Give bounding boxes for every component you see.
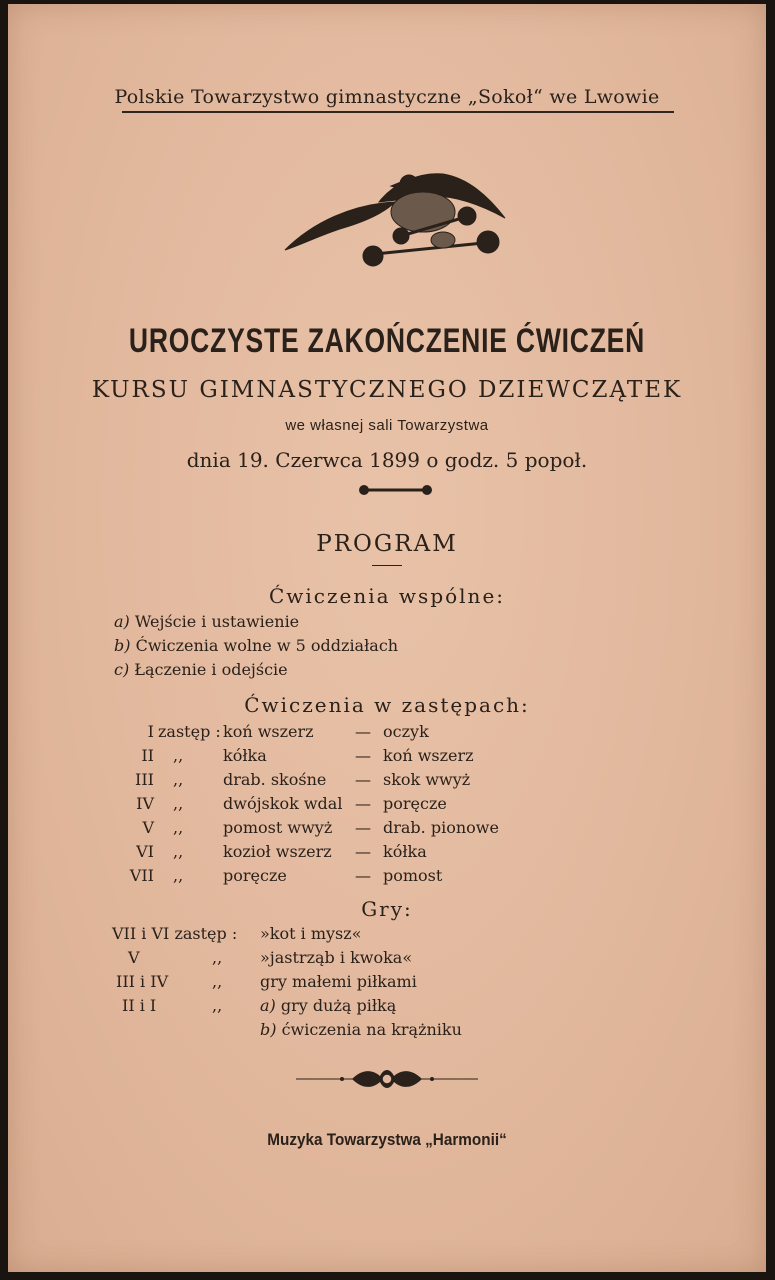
list-item: a) Wejście i ustawienie xyxy=(114,612,300,631)
squad-label: ,, xyxy=(173,746,184,765)
game-name: b) ćwiczenia na krążniku xyxy=(260,1020,462,1039)
course-subtitle: KURSU GIMNASTYCZNEGO DZIEWCZĄTEK xyxy=(91,377,683,403)
squad-label: ,, xyxy=(173,770,184,789)
list-item: b) Ćwiczenia wolne w 5 oddziałach xyxy=(114,636,399,655)
exercise-first: pomost wwyż xyxy=(223,818,333,837)
squad-number: II xyxy=(141,746,154,765)
eagle-emblem-icon xyxy=(283,162,513,272)
main-title: UROCZYSTE ZAKOŃCZENIE ĆWICZEŃ xyxy=(128,322,646,360)
squad-number: IV xyxy=(136,794,154,813)
dash: — xyxy=(355,770,371,789)
list-item: c) Łączenie i odejście xyxy=(114,660,288,679)
game-name: gry małemi piłkami xyxy=(260,972,417,991)
squad-label: ,, xyxy=(173,866,184,885)
venue-line: we własnej sali Towarzystwa xyxy=(285,417,489,434)
dash: — xyxy=(355,866,371,885)
ornament-divider-icon xyxy=(292,1064,482,1094)
exercise-first: kozioł wszerz xyxy=(223,842,332,861)
section-heading-common: Ćwiczenia wspólne: xyxy=(268,584,506,608)
program-underline xyxy=(372,565,402,566)
dash: — xyxy=(355,746,371,765)
dash: — xyxy=(355,794,371,813)
exercise-first: koń wszerz xyxy=(223,722,314,741)
dash: — xyxy=(355,818,371,837)
exercise-second: kółka xyxy=(383,842,427,861)
exercise-first: dwójskok wdal xyxy=(223,794,343,813)
exercise-second: pomost xyxy=(383,866,443,885)
section-heading-games: Gry: xyxy=(361,897,413,921)
squad-number: VII xyxy=(129,866,154,885)
exercise-second: koń wszerz xyxy=(383,746,474,765)
squad-number: V xyxy=(142,818,154,837)
game-name: »jastrząb i kwoka« xyxy=(260,948,413,967)
exercise-first: kółka xyxy=(223,746,267,765)
ditto-mark: ,, xyxy=(212,972,223,991)
dash: — xyxy=(355,842,371,861)
squad-number: III xyxy=(135,770,154,789)
exercise-second: oczyk xyxy=(383,722,429,741)
games-group: III i IV xyxy=(116,972,169,991)
game-name: a) gry dużą piłką xyxy=(260,996,397,1015)
section-heading-squads: Ćwiczenia w zastępach: xyxy=(244,693,530,717)
dash: — xyxy=(355,722,371,741)
exercise-second: skok wwyż xyxy=(383,770,471,789)
program-sheet xyxy=(8,4,766,1272)
ditto-mark: ,, xyxy=(212,948,223,967)
squad-number: I xyxy=(147,722,154,741)
squad-label: ,, xyxy=(173,794,184,813)
games-group: II i I xyxy=(122,996,157,1015)
games-group: VII i VI zastęp : xyxy=(112,924,238,943)
program-heading: PROGRAM xyxy=(316,531,458,557)
exercise-first: drab. skośne xyxy=(223,770,327,789)
music-credit: Muzyka Towarzystwa „Harmonii“ xyxy=(267,1130,507,1149)
date-line: dnia 19. Czerwca 1899 o godz. 5 popoł. xyxy=(186,448,588,472)
squad-label: zastęp : xyxy=(158,722,221,741)
squad-label: ,, xyxy=(173,842,184,861)
exercise-second: drab. pionowe xyxy=(383,818,499,837)
game-name: »kot i mysz« xyxy=(260,924,362,943)
dot-divider-icon xyxy=(358,483,433,497)
squad-label: ,, xyxy=(173,818,184,837)
ditto-mark: ,, xyxy=(212,996,223,1015)
squad-number: VI xyxy=(136,842,154,861)
society-header: Polskie Towarzystwo gimnastyczne „Sokoł“ we Lwowie xyxy=(114,86,660,108)
games-group: V xyxy=(128,948,140,967)
exercise-second: poręcze xyxy=(383,794,447,813)
header-rule xyxy=(122,111,674,113)
exercise-first: poręcze xyxy=(223,866,287,885)
